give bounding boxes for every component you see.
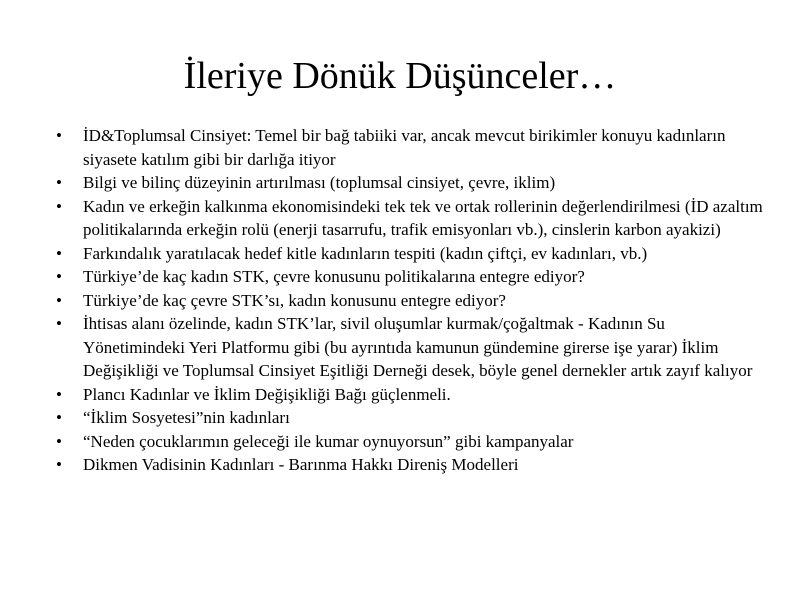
- bullet-item: [52, 406, 767, 430]
- bullet-icon: •: [56, 408, 62, 427]
- bullet-icon: •: [56, 267, 62, 286]
- bullet-item: [52, 265, 767, 289]
- bullet-item: [52, 124, 767, 171]
- bullet-icon: •: [56, 384, 62, 404]
- bullet-text: Kadın ve erkeğin kalkınma ekonomisindeki tek tek ve ortak rollerinin değerlendirilmesi (İD azaltım politikalarında erkeğin rolü (enerji tasarrufu, trafik emisyonları vb.), cinslerin karbon ayakizi): [83, 196, 763, 239]
- bullet-item: [52, 242, 767, 266]
- bullet-item: [52, 171, 767, 195]
- bullet-text: “İklim Sosyetesi”nin kadınları: [83, 408, 290, 427]
- bullet-item: [52, 430, 767, 454]
- bullet-item: [52, 312, 767, 383]
- bullet-icon: •: [56, 290, 62, 310]
- bullet-item: [52, 453, 767, 477]
- bullet-text: “Neden çocuklarımın geleceği ile kumar oynuyorsun” gibi kampanyalar: [83, 431, 574, 451]
- bullet-list: [52, 124, 767, 477]
- bullet-text: Farkındalık yaratılacak hedef kitle kadınların tespiti (kadın çiftçi, ev kadınları, vb.): [83, 243, 648, 263]
- bullet-text: Dikmen Vadisinin Kadınları - Barınma Hakkı Direniş Modelleri: [83, 455, 519, 474]
- bullet-icon: •: [56, 196, 62, 216]
- bullet-item: [52, 383, 767, 407]
- bullet-item: [52, 195, 767, 242]
- bullet-icon: •: [56, 243, 62, 263]
- bullet-icon: •: [56, 173, 62, 192]
- bullet-text: Plancı Kadınlar ve İklim Değişikliği Bağı güçlenmeli.: [83, 384, 451, 404]
- bullet-icon: •: [56, 431, 62, 451]
- bullet-text: Türkiye’de kaç kadın STK, çevre konusunu politikalarına entegre ediyor?: [83, 267, 585, 286]
- bullet-icon: •: [56, 314, 62, 333]
- bullet-item: [52, 289, 767, 313]
- bullet-text: İD&Toplumsal Cinsiyet: Temel bir bağ tabiiki var, ancak mevcut birikimler konuyu kadınların siyasete katılım gibi bir darlığa itiyor: [83, 126, 726, 169]
- bullet-icon: •: [56, 455, 62, 474]
- bullet-icon: •: [56, 126, 62, 145]
- bullet-text: Bilgi ve bilinç düzeyinin artırılması (toplumsal cinsiyet, çevre, iklim): [83, 173, 556, 192]
- bullet-text: Türkiye’de kaç çevre STK’sı, kadın konusunu entegre ediyor?: [83, 290, 506, 310]
- bullet-text: İhtisas alanı özelinde, kadın STK’lar, sivil oluşumlar kurmak/çoğaltmak - Kadının Su Yönetimindeki Yeri Platformu gibi (bu ayrıntıda kamunun gündemine girerse işe yarar) İklim Değişikliği ve Toplumsal Cinsiyet Eşitliği Derneği desek, böyle genel dernekler artık zayıf kalıyor: [83, 314, 753, 380]
- slide-title: İleriye Dönük Düşünceler…: [183, 55, 617, 97]
